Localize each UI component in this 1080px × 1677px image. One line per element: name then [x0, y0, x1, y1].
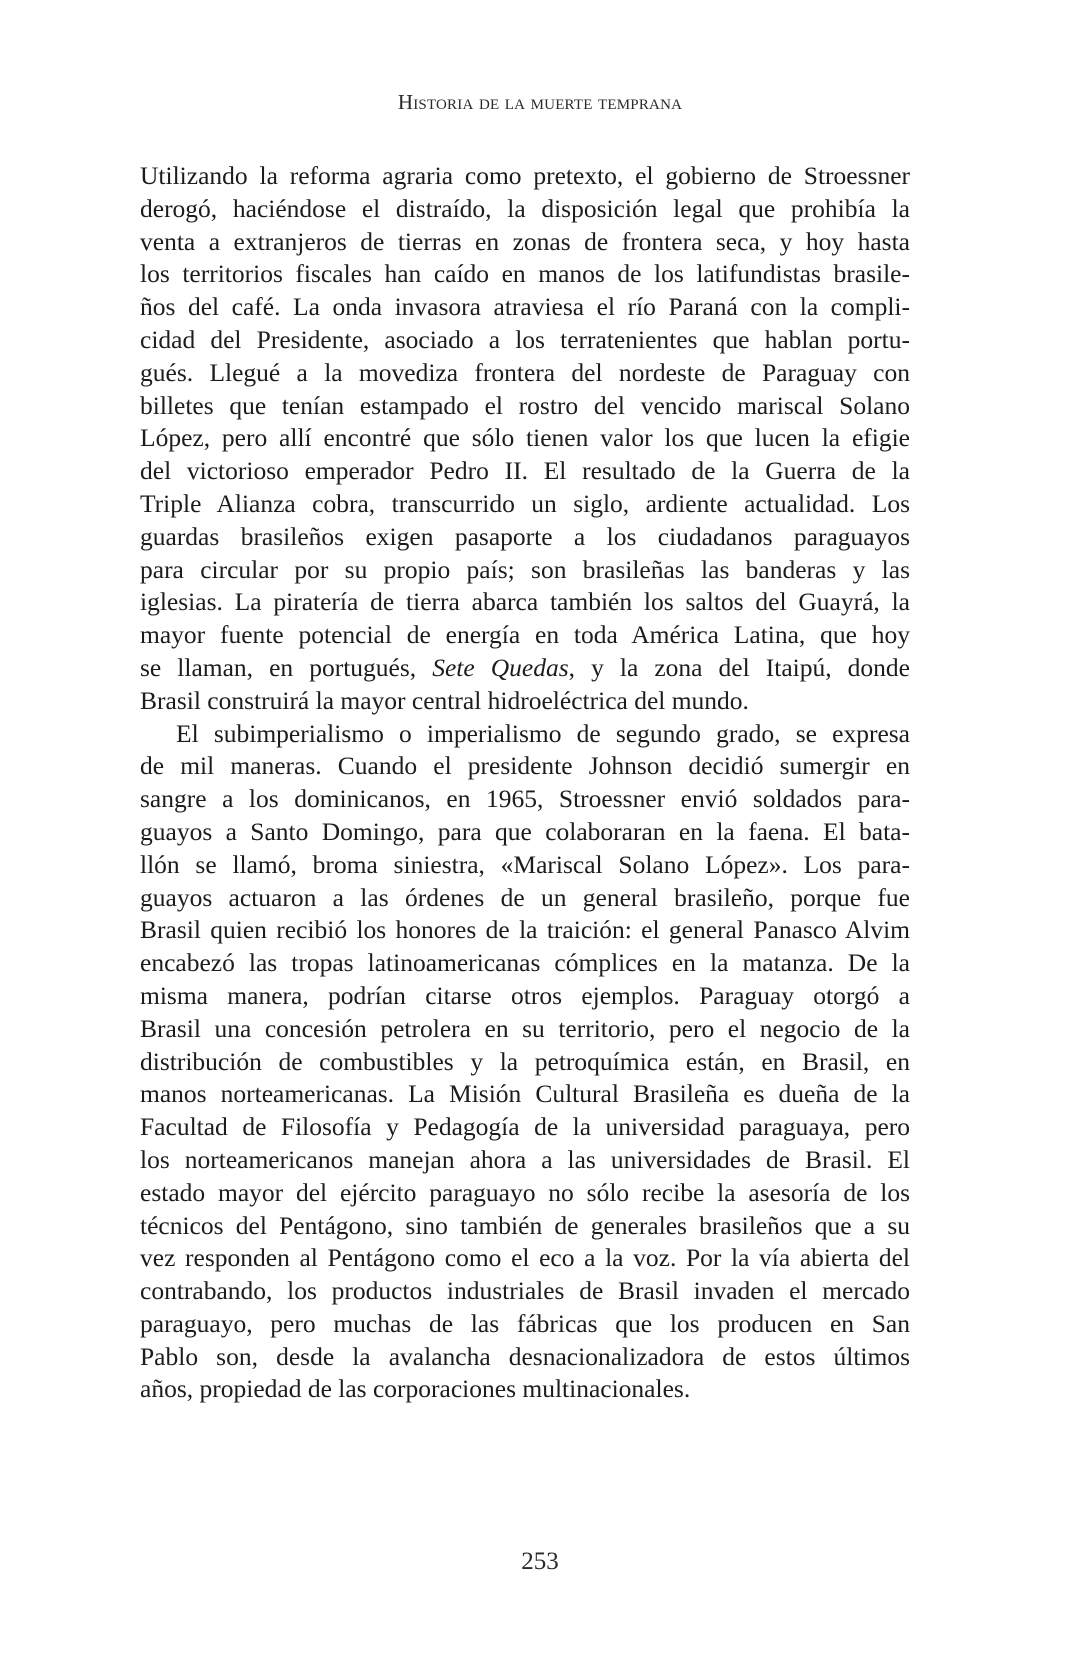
text-line: El subimperialismo o imperialismo de segundo grado, se expresa [176, 718, 910, 748]
text-line: guayos actuaron a las órdenes de un general brasileño, porque fue [140, 882, 910, 912]
text-line: Utilizando la reforma agraria como pretexto, el gobierno de Stroessner [140, 161, 910, 190]
text-line: los norteamericanos manejan ahora a las universidades de Brasil. El [140, 1144, 910, 1174]
text-line: distribución de combustibles y la petroquímica están, en Brasil, en [140, 1046, 910, 1076]
text-line: billetes que tenían estampado el rostro del vencido mariscal Solano [140, 390, 910, 420]
text-line: Triple Alianza cobra, transcurrido un siglo, ardiente actualidad. Los [140, 488, 910, 518]
text-line: Pablo son, desde la avalancha desnacionalizadora de estos últimos [140, 1341, 910, 1371]
text-line: años, propiedad de las corporaciones multinacionales. [140, 1374, 691, 1404]
text-line: sangre a los dominicanos, en 1965, Stroessner envió soldados para- [140, 784, 910, 814]
text-line: misma manera, podrían citarse otros ejemplos. Paraguay otorgó a [140, 980, 910, 1010]
text-line: mayor fuente potencial de energía en toda América Latina, que hoy [140, 620, 910, 650]
text-line: vez responden al Pentágono como el eco a la voz. Por la vía abierta del [140, 1243, 910, 1273]
text-line: guardas brasileños exigen pasaporte a los ciudadanos paraguayos [140, 521, 910, 551]
body-text [140, 160, 910, 1406]
text-line: Brasil quien recibió los honores de la traición: el general Panasco Alvim [140, 915, 910, 945]
text-line: derogó, haciéndose el distraído, la disposición legal que prohibía la [140, 193, 910, 223]
text-line: manos norteamericanas. La Misión Cultural Brasileña es dueña de la [140, 1079, 910, 1109]
text-line: Brasil una concesión petrolera en su territorio, pero el negocio de la [140, 1013, 910, 1043]
text-line: encabezó las tropas latinoamericanas cómplices en la matanza. De la [140, 948, 910, 978]
text-line: se llaman, en portugués, Sete Quedas, y la zona del Itaipú, donde [140, 652, 910, 682]
italic-phrase: Sete Quedas [432, 652, 569, 682]
running-head: Historia de la muerte temprana [397, 90, 683, 114]
text-line: del victorioso emperador Pedro II. El resultado de la Guerra de la [140, 456, 910, 486]
text-line: contrabando, los productos industriales de Brasil invaden el mercado [140, 1276, 910, 1306]
text-line: técnicos del Pentágono, sino también de generales brasileños que a su [140, 1210, 910, 1240]
text-line: de mil maneras. Cuando el presidente Johnson decidió sumergir en [140, 751, 910, 781]
paragraph [140, 718, 910, 1407]
text-line: los territorios fiscales han caído en manos de los latifundistas brasile- [140, 259, 910, 289]
text-line: ños del café. La onda invasora atraviesa el río Paraná con la compli- [140, 292, 910, 322]
page-number: 253 [521, 1548, 559, 1575]
text-line: cidad del Presidente, asociado a los terratenientes que hablan portu- [140, 324, 910, 354]
text-line: estado mayor del ejército paraguayo no sólo recibe la asesoría de los [140, 1177, 910, 1207]
text-line: iglesias. La piratería de tierra abarca también los saltos del Guayrá, la [140, 587, 910, 617]
text-line: venta a extranjeros de tierras en zonas de frontera seca, y hoy hasta [140, 226, 910, 256]
text-line: Brasil construirá la mayor central hidroeléctrica del mundo. [140, 685, 749, 715]
text-line: llón se llamó, broma siniestra, «Mariscal Solano López». Los para- [140, 849, 910, 879]
text-line: paraguayo, pero muchas de las fábricas que los producen en San [140, 1308, 910, 1338]
text-line: para circular por su propio país; son brasileñas las banderas y las [140, 554, 910, 584]
text-line: guayos a Santo Domingo, para que colaboraran en la faena. El bata- [140, 816, 910, 846]
text-line: López, pero allí encontré que sólo tienen valor los que lucen la efigie [140, 423, 910, 453]
text-line: Facultad de Filosofía y Pedagogía de la universidad paraguaya, pero [140, 1112, 910, 1142]
paragraph [140, 160, 910, 718]
text-line: gués. Llegué a la movediza frontera del nordeste de Paraguay con [140, 357, 910, 387]
